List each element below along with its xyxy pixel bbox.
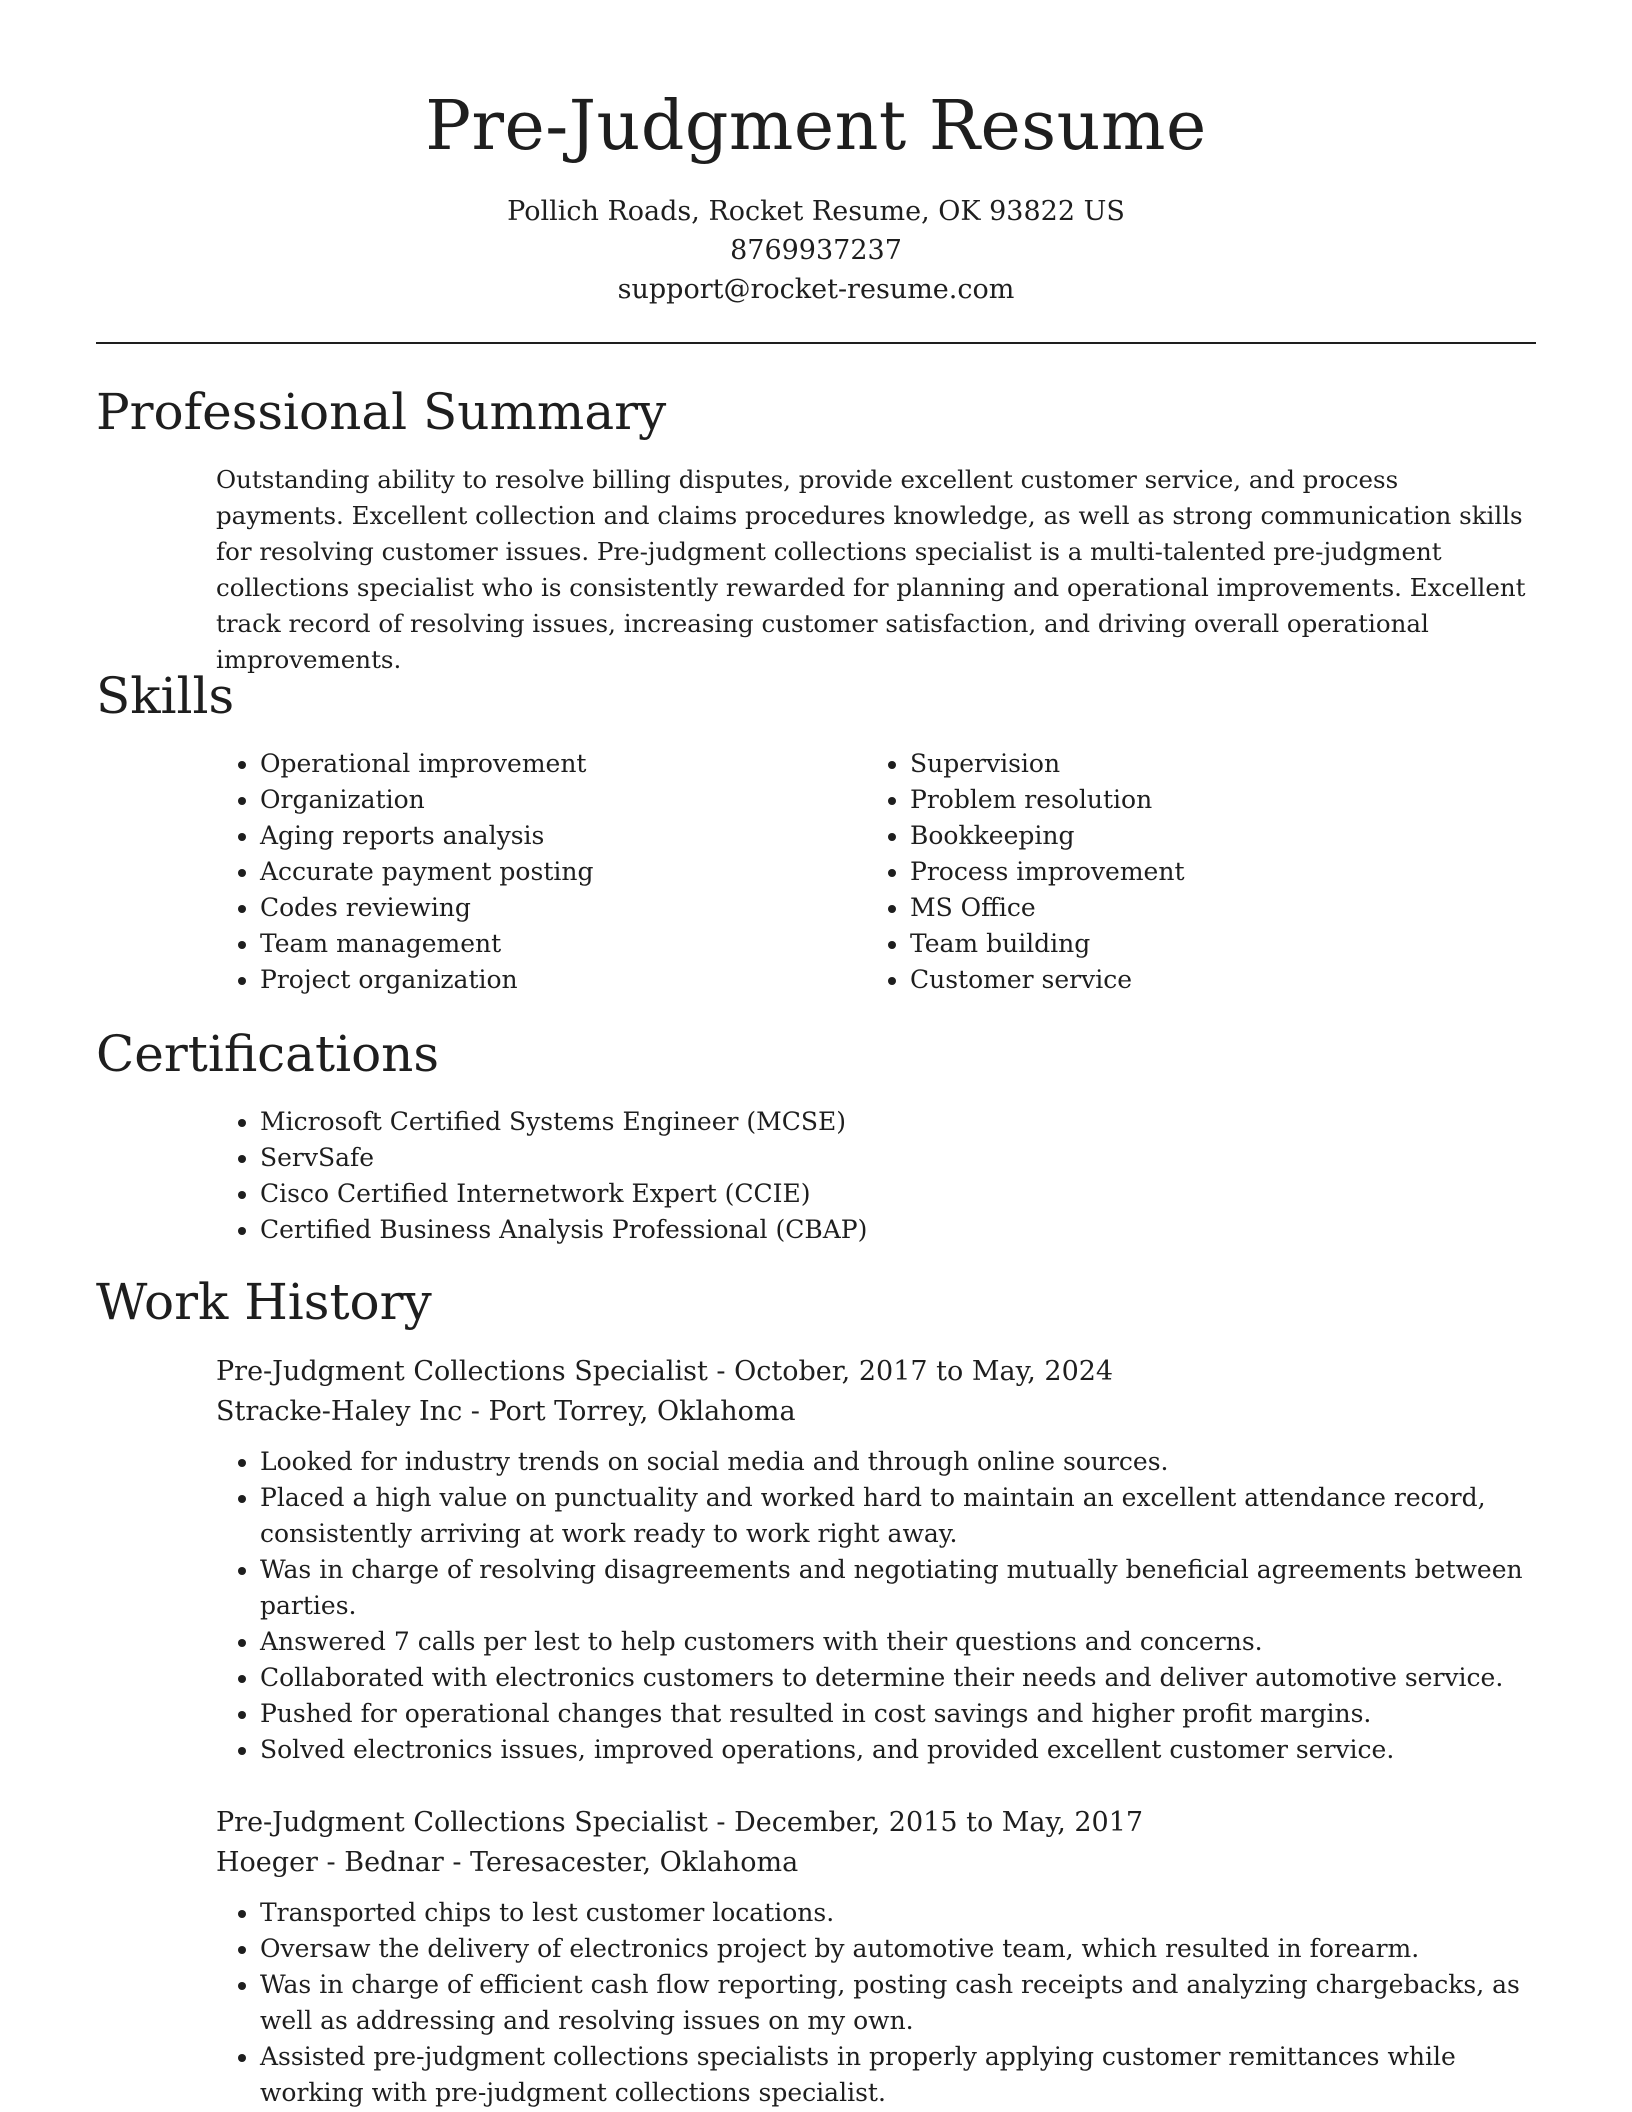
skill-item: • Codes reviewing bbox=[260, 890, 836, 926]
job-bullet: • Assisted pre-judgment collections specialists in properly applying customer remittances while working with pre-judgment collections specialist. bbox=[260, 2039, 1546, 2111]
skills-heading: Skills bbox=[96, 667, 235, 725]
skills-list-left bbox=[216, 746, 836, 998]
job-bullet-list bbox=[216, 1444, 1546, 1768]
job-dates: December, 2015 to May, 2017 bbox=[734, 1807, 1144, 1838]
job-entry bbox=[216, 1803, 1546, 2111]
job-company: Stracke-Haley Inc bbox=[216, 1396, 463, 1427]
job-bullet: • Was in charge of efficient cash flow reporting, posting cash receipts and analyzing chargebacks, as well as addressing and resolving issues on my own. bbox=[260, 1967, 1546, 2039]
job-title-line: Pre-Judgment Collections Specialist - December, 2015 to May, 2017 bbox=[216, 1807, 1144, 1838]
contact-email: support@rocket-resume.com bbox=[617, 274, 1015, 305]
skills-list-right bbox=[866, 746, 1486, 998]
skills-column-left bbox=[216, 746, 836, 998]
certifications-heading: Certifications bbox=[96, 1025, 440, 1083]
skill-item: • Bookkeeping bbox=[910, 818, 1486, 854]
job-bullet: • Pushed for operational changes that resulted in cost savings and higher profit margins. bbox=[260, 1696, 1546, 1732]
header-divider bbox=[96, 342, 1536, 344]
skill-item: • MS Office bbox=[910, 890, 1486, 926]
work-history-heading: Work History bbox=[96, 1273, 432, 1331]
resume-name: Pre-Judgment Resume bbox=[425, 87, 1207, 166]
job-entry bbox=[216, 1352, 1546, 1768]
job-bullet-list bbox=[216, 1895, 1546, 2111]
job-position: Pre-Judgment Collections Specialist bbox=[216, 1807, 708, 1838]
job-location: Teresacester, Oklahoma bbox=[470, 1847, 799, 1878]
job-bullet: • Oversaw the delivery of electronics project by automotive team, which resulted in forearm. bbox=[260, 1931, 1546, 1967]
contact-block bbox=[0, 192, 1632, 309]
certifications-list bbox=[216, 1104, 867, 1248]
contact-address: Pollich Roads, Rocket Resume, OK 93822 US bbox=[507, 196, 1125, 227]
skill-item: • Team management bbox=[260, 926, 836, 962]
job-bullet: • Placed a high value on punctuality and worked hard to maintain an excellent attendance record, consistently arriving at work ready to work right away. bbox=[260, 1480, 1546, 1552]
certification-item: • Certified Business Analysis Professional (CBAP) bbox=[260, 1212, 867, 1248]
resume-header bbox=[0, 0, 1632, 309]
job-bullet: • Looked for industry trends on social media and through online sources. bbox=[260, 1444, 1546, 1480]
job-bullet: • Collaborated with electronics customers to determine their needs and deliver automotive service. bbox=[260, 1660, 1546, 1696]
job-company: Hoeger - Bednar bbox=[216, 1847, 444, 1878]
summary-text: Outstanding ability to resolve billing disputes, provide excellent customer service, and process payments. Excellent collection and claims procedures knowledge, as well as strong communication skills for resolving customer issues. Pre-judgment collections specialist is a multi-talented pre-judgment collections specialist who is consistently rewarded for planning and operational improvements. Excellent track record of resolving issues, increasing customer satisfaction, and driving overall operational improvements. bbox=[216, 465, 1526, 674]
skill-item: • Process improvement bbox=[910, 854, 1486, 890]
skill-item: • Operational improvement bbox=[260, 746, 836, 782]
job-company-line: Hoeger - Bednar - Teresacester, Oklahoma bbox=[216, 1847, 799, 1878]
certifications-block bbox=[216, 1104, 867, 1248]
skill-item: • Team building bbox=[910, 926, 1486, 962]
skill-item: • Problem resolution bbox=[910, 782, 1486, 818]
job-bullet: • Transported chips to lest customer locations. bbox=[260, 1895, 1546, 1931]
skill-item: • Aging reports analysis bbox=[260, 818, 836, 854]
skill-item: • Project organization bbox=[260, 962, 836, 998]
job-position: Pre-Judgment Collections Specialist bbox=[216, 1356, 708, 1387]
skills-column-right bbox=[866, 746, 1486, 998]
job-bullet: • Was in charge of resolving disagreements and negotiating mutually beneficial agreements between parties. bbox=[260, 1552, 1546, 1624]
skill-item: • Customer service bbox=[910, 962, 1486, 998]
certification-item: • ServSafe bbox=[260, 1140, 867, 1176]
job-company-line: Stracke-Haley Inc - Port Torrey, Oklahoma bbox=[216, 1396, 796, 1427]
summary-heading: Professional Summary bbox=[96, 383, 667, 441]
skill-item: • Organization bbox=[260, 782, 836, 818]
job-dates: October, 2017 to May, 2024 bbox=[734, 1356, 1114, 1387]
skill-item: • Supervision bbox=[910, 746, 1486, 782]
job-bullet: • Solved electronics issues, improved operations, and provided excellent customer service. bbox=[260, 1732, 1546, 1768]
certification-item: • Microsoft Certified Systems Engineer (MCSE) bbox=[260, 1104, 867, 1140]
skill-item: • Accurate payment posting bbox=[260, 854, 836, 890]
contact-phone: 8769937237 bbox=[730, 235, 902, 266]
job-title-line: Pre-Judgment Collections Specialist - October, 2017 to May, 2024 bbox=[216, 1356, 1114, 1387]
job-location: Port Torrey, Oklahoma bbox=[488, 1396, 796, 1427]
job-bullet: • Answered 7 calls per lest to help customers with their questions and concerns. bbox=[260, 1624, 1546, 1660]
certification-item: • Cisco Certified Internetwork Expert (CCIE) bbox=[260, 1176, 867, 1212]
